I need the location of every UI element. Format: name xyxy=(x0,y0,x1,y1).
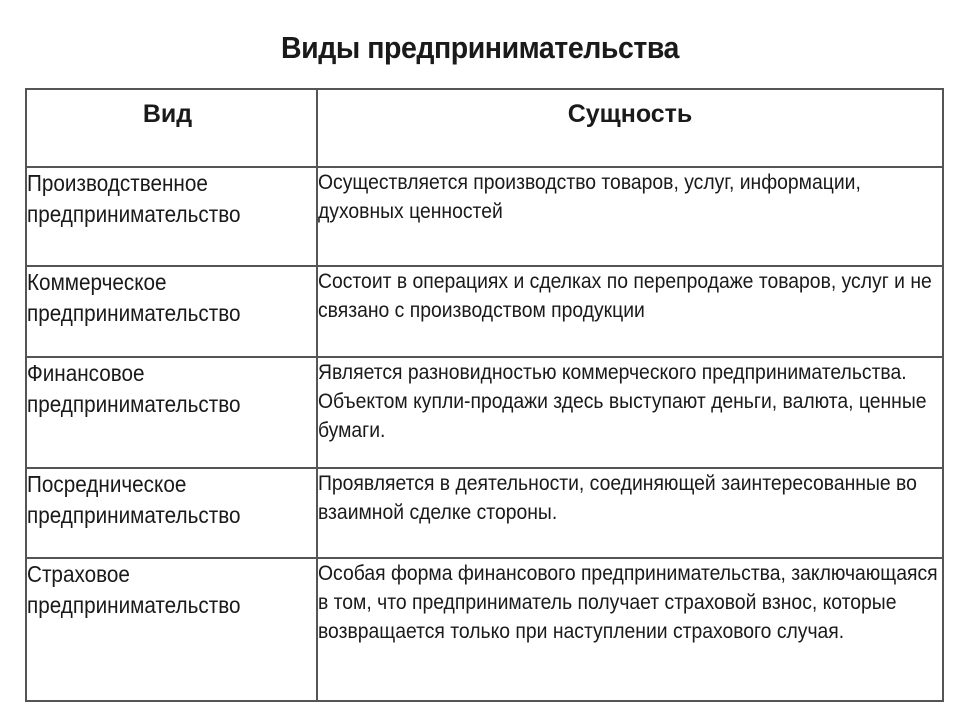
table-row xyxy=(26,167,943,266)
row-kind-cell xyxy=(26,167,317,266)
row-kind-cell xyxy=(26,357,317,468)
row-kind-text: Коммерческое предпринимательство xyxy=(27,269,241,326)
table-header-row xyxy=(26,89,943,167)
row-kind-text: Финансовое предпринимательство xyxy=(27,360,241,417)
header-essence xyxy=(317,89,943,167)
row-kind-cell xyxy=(26,558,317,701)
table-row xyxy=(26,558,943,701)
row-essence-cell xyxy=(317,167,943,266)
row-essence-cell xyxy=(317,357,943,468)
page-title: Виды предпринимательства xyxy=(281,30,679,65)
row-essence-text: Является разновидностью коммерческого предпринимательства. Объектом купли-продажи здесь выступают деньги, валюта, ценные бумаги. xyxy=(318,360,927,442)
entrepreneurship-types-table xyxy=(25,88,944,702)
header-kind xyxy=(26,89,317,167)
row-essence-text: Особая форма финансового предпринимательства, заключающаяся в том, что предприниматель получает страховой взнос, которые возвращается только при наступлении страхового случая. xyxy=(318,561,938,643)
header-essence-label: Сущность xyxy=(567,100,693,128)
row-kind-text: Страховое предпринимательство xyxy=(27,561,241,618)
row-kind-cell xyxy=(26,266,317,357)
row-essence-cell xyxy=(317,468,943,558)
row-essence-text: Проявляется в деятельности, соединяющей заинтересованные во взаимной сделке стороны. xyxy=(318,471,917,524)
row-kind-text: Посредническое предпринимательство xyxy=(27,471,241,528)
table-row xyxy=(26,468,943,558)
row-essence-cell xyxy=(317,266,943,357)
header-kind-label: Вид xyxy=(142,100,193,128)
row-kind-text: Производственное предпринимательство xyxy=(27,170,241,227)
table-row xyxy=(26,357,943,468)
row-kind-cell xyxy=(26,468,317,558)
table-row xyxy=(26,266,943,357)
row-essence-cell xyxy=(317,558,943,701)
row-essence-text: Осуществляется производство товаров, услуг, информации, духовных ценностей xyxy=(318,170,861,223)
row-essence-text: Состоит в операциях и сделках по перепродаже товаров, услуг и не связано с производством продукции xyxy=(318,269,932,322)
